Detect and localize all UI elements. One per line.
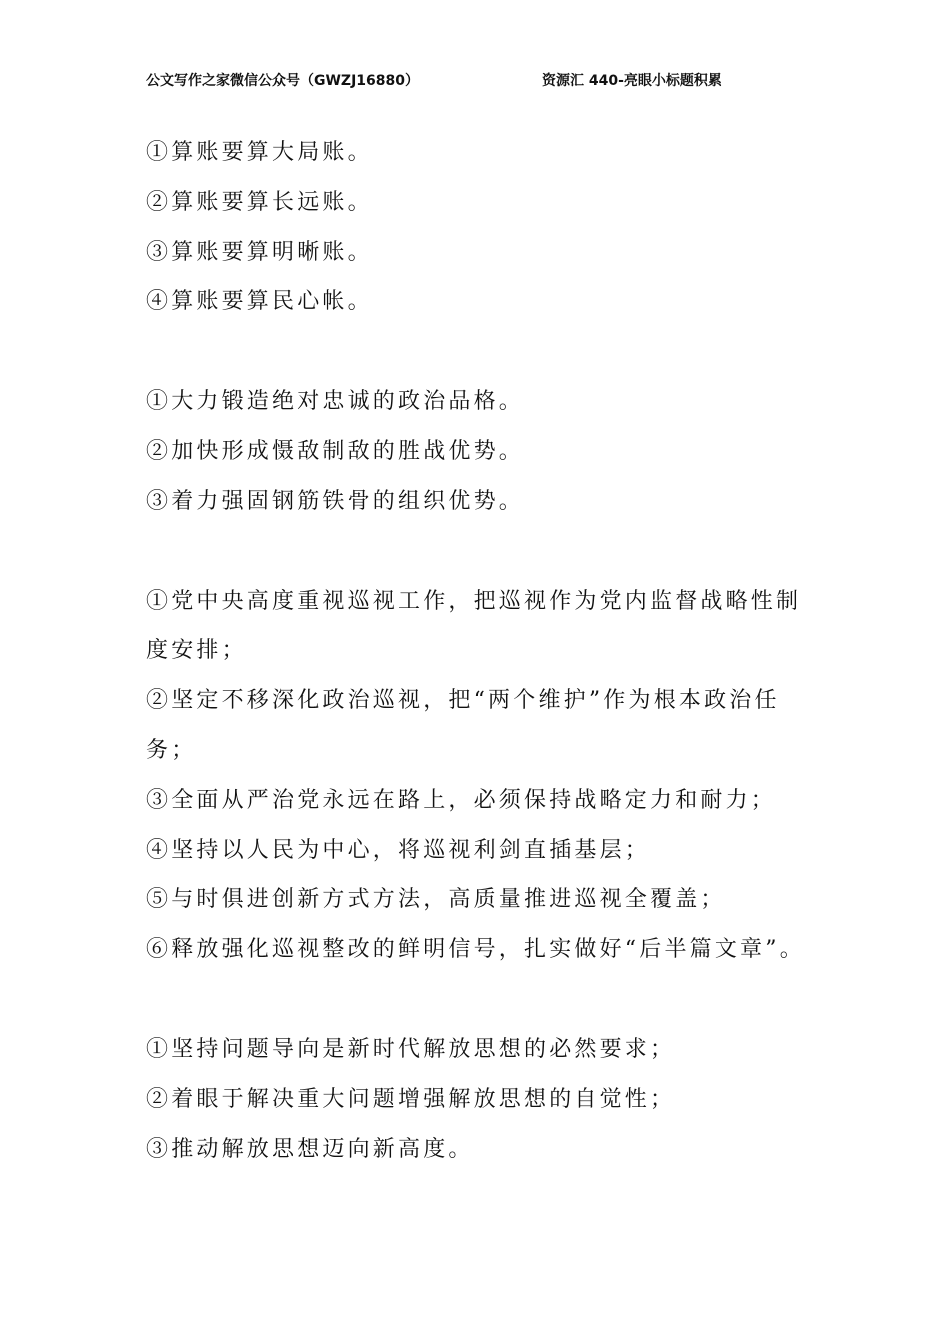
headline-group-4: [146, 1025, 810, 1174]
headline-item: ①算账要算大局账。: [146, 140, 373, 165]
header-title: 资源汇 440-亮眼小标题积累: [542, 73, 722, 89]
headline-item: ②着眼于解决重大问题增强解放思想的自觉性；: [146, 1086, 676, 1112]
headline-item: ⑥释放强化巡视整改的鲜明信号，扎实做好“后半篇文章”。: [146, 937, 805, 963]
headline-group-2: [146, 377, 810, 526]
headline-item: ①坚持问题导向是新时代解放思想的必然要求；: [146, 1036, 676, 1062]
headline-item: ③推动解放思想迈向新高度。: [146, 1136, 474, 1162]
headline-item: ④坚持以人民为中心，将巡视利剑直插基层；: [146, 837, 651, 863]
headline-item: ②算账要算长远账。: [146, 189, 373, 215]
document-body: [146, 128, 810, 1174]
headline-item: ③全面从严治党永远在路上，必须保持战略定力和耐力；: [146, 787, 777, 813]
headline-item: ⑤与时俱进创新方式方法，高质量推进巡视全覆盖；: [146, 887, 726, 913]
headline-item: ②加快形成慑敌制敌的胜战优势。: [146, 438, 525, 464]
headline-item: ③算账要算明晰账。: [146, 239, 373, 265]
headline-group-1: [146, 128, 810, 327]
headline-group-3: [146, 577, 810, 975]
headline-item: ④算账要算民心帐。: [146, 289, 373, 315]
headline-item: ①党中央高度重视巡视工作，把巡视作为党内监督战略性制度安排；: [146, 588, 802, 664]
page-header: [146, 70, 806, 92]
headline-item: ①大力锻造绝对忠诚的政治品格。: [146, 389, 525, 415]
headline-item: ③着力强固钢筋铁骨的组织优势。: [146, 488, 525, 514]
headline-item: ②坚定不移深化政治巡视，把“两个维护”作为根本政治任务；: [146, 688, 780, 763]
header-source: 公文写作之家微信公众号（GWZJ16880）: [146, 73, 419, 89]
